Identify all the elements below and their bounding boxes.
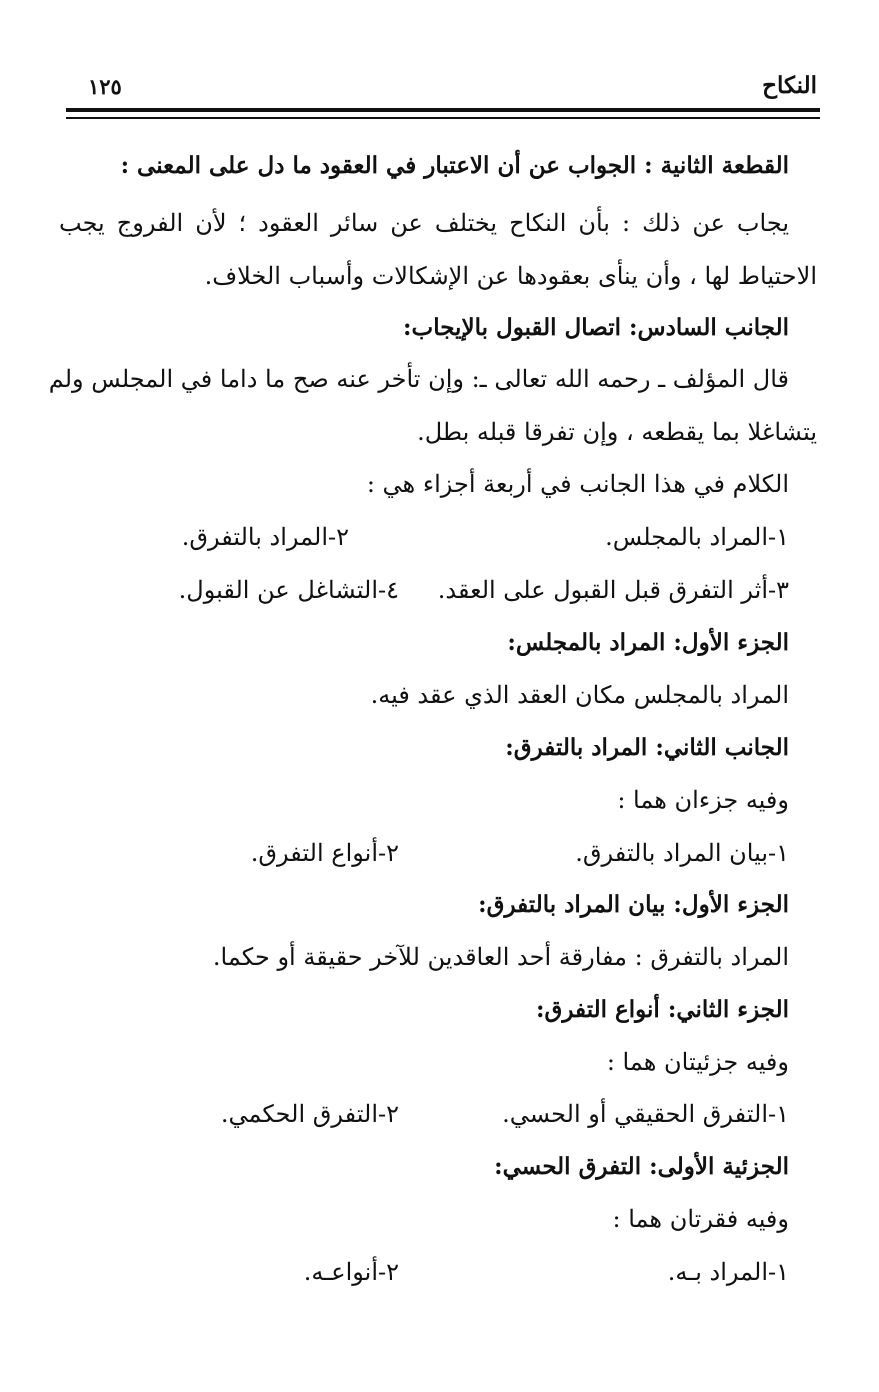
list-row <box>59 833 789 873</box>
paragraph-line: يجاب عن ذلك : بأن النكاح يختلف عن سائر العقود ؛ لأن الفروج يجب <box>59 209 789 237</box>
list-item: ١-المراد بالمجلس. <box>605 523 789 551</box>
section-heading: الجانب السادس: اتصال القبول بالإيجاب: <box>403 314 789 341</box>
paragraph-line: قال المؤلف ـ رحمه الله تعالى ـ: وإن تأخر عنه صح ما داما في المجلس ولم <box>48 365 789 393</box>
list-item: ٢-أنواعـه. <box>303 1258 399 1286</box>
paragraph-line: وفيه جزءان هما : <box>617 786 789 814</box>
list-row <box>59 1094 789 1134</box>
paragraph-line: يتشاغلا بما يقطعه ، وإن تفرقا قبله بطل. <box>417 418 817 446</box>
list-item: ١-التفرق الحقيقي أو الحسي. <box>502 1100 789 1128</box>
section-heading: القطعة الثانية : الجواب عن أن الاعتبار في العقود ما دل على المعنى : <box>120 152 789 179</box>
list-row <box>59 1252 789 1292</box>
list-item: ٤-التشاغل عن القبول. <box>178 576 399 604</box>
list-item: ٢-أنواع التفرق. <box>250 839 399 867</box>
list-item: ٣-أثر التفرق قبل القبول على العقد. <box>437 576 789 604</box>
section-heading: الجانب الثاني: المراد بالتفرق: <box>505 734 789 761</box>
paragraph-line: وفيه جزئيتان هما : <box>606 1048 789 1076</box>
paragraph-line: الكلام في هذا الجانب في أربعة أجزاء هي : <box>366 470 789 498</box>
section-heading: الجزء الأول: المراد بالمجلس: <box>507 629 789 656</box>
header-rule-thin <box>66 117 820 119</box>
paragraph-line: المراد بالتفرق : مفارقة أحد العاقدين للآخر حقيقة أو حكما. <box>212 943 789 971</box>
section-heading: الجزئية الأولى: التفرق الحسي: <box>494 1153 789 1180</box>
running-title: النكاح <box>762 72 817 99</box>
list-item: ٢-التفرق الحكمي. <box>220 1100 399 1128</box>
header-rule-thick <box>66 108 820 112</box>
paragraph-line: الاحتياط لها ، وأن ينأى بعقودها عن الإشكالات وأسباب الخلاف. <box>204 262 817 290</box>
page-number: ١٢٥ <box>88 74 122 99</box>
paragraph-line: المراد بالمجلس مكان العقد الذي عقد فيه. <box>370 681 789 709</box>
paragraph-line: وفيه فقرتان هما : <box>612 1205 789 1233</box>
list-row <box>59 570 789 610</box>
list-row <box>59 517 789 557</box>
list-item: ١-بيان المراد بالتفرق. <box>575 839 789 867</box>
list-item: ٢-المراد بالتفرق. <box>181 523 349 551</box>
section-heading: الجزء الأول: بيان المراد بالتفرق: <box>478 891 789 918</box>
list-item: ١-المراد بـه. <box>667 1258 789 1286</box>
section-heading: الجزء الثاني: أنواع التفرق: <box>536 996 789 1023</box>
